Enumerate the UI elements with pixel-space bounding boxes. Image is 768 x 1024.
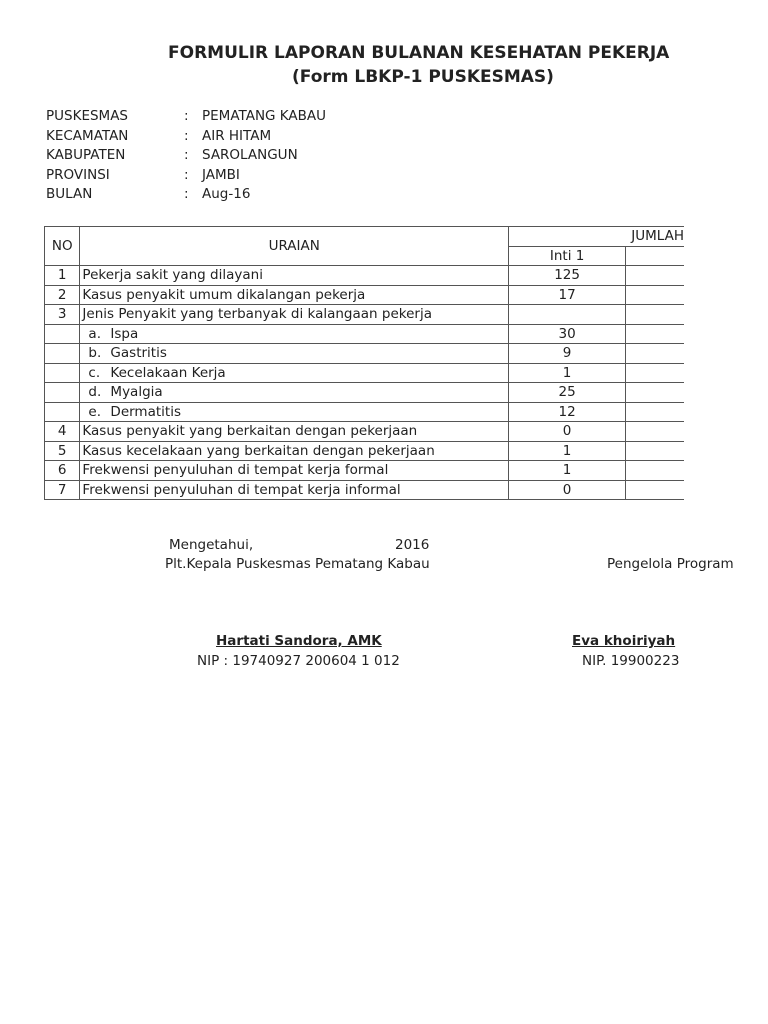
cell-no: 1 — [45, 266, 80, 286]
cell-inti: 25 — [509, 383, 626, 403]
info-row-kabupaten — [46, 147, 326, 167]
cell-blank — [626, 461, 684, 481]
cell-inti: 1 — [509, 363, 626, 383]
table-subrow — [45, 383, 685, 403]
info-label: PUSKESMAS — [46, 108, 128, 124]
sub-name: Ispa — [110, 325, 139, 342]
table-subrow — [45, 363, 685, 383]
header-jumlah — [509, 227, 684, 247]
table-row — [45, 441, 685, 461]
cell-uraian-sub — [80, 324, 509, 344]
header-inti: Inti 1 — [509, 246, 626, 266]
cell-inti — [509, 305, 626, 325]
cell-inti: 30 — [509, 324, 626, 344]
sub-letter: d. — [88, 384, 102, 401]
cell-no: 4 — [45, 422, 80, 442]
cell-inti: 0 — [509, 480, 626, 500]
info-label: PROVINSI — [46, 166, 110, 183]
info-row-puskesmas — [46, 108, 326, 128]
left-signer-role: Plt.Kepala Puskesmas Pematang Kabau — [165, 556, 430, 572]
mengetahui-label: Mengetahui, — [169, 537, 254, 553]
table-row — [45, 422, 685, 442]
cell-uraian: Frekwensi penyuluhan di tempat kerja formal — [80, 461, 509, 481]
cell-blank — [626, 363, 684, 383]
left-signer-nip: NIP : 19740927 200604 1 012 — [197, 653, 400, 669]
sub-name: Kecelakaan Kerja — [110, 364, 226, 381]
info-colon: : — [184, 166, 189, 183]
cell-blank — [626, 344, 684, 364]
cell-blank — [626, 480, 684, 500]
cell-no — [45, 383, 80, 403]
cell-no — [45, 344, 80, 364]
report-table — [44, 226, 684, 500]
sub-letter: e. — [88, 403, 102, 420]
table-row — [45, 285, 685, 305]
cell-uraian-sub — [80, 363, 509, 383]
sub-name: Dermatitis — [110, 403, 181, 420]
info-row-provinsi — [46, 167, 326, 187]
cell-uraian: Frekwensi penyuluhan di tempat kerja informal — [80, 480, 509, 500]
cell-no: 3 — [45, 305, 80, 325]
form-subtitle: (Form LBKP-1 PUSKESMAS) — [292, 67, 554, 87]
cell-no — [45, 402, 80, 422]
cell-blank — [626, 285, 684, 305]
sub-name: Myalgia — [110, 384, 163, 401]
cell-blank — [626, 266, 684, 286]
cell-uraian-sub — [80, 344, 509, 364]
sub-letter: b. — [88, 345, 102, 362]
info-row-kecamatan — [46, 128, 326, 148]
cell-no: 7 — [45, 480, 80, 500]
table-row — [45, 461, 685, 481]
cell-inti: 0 — [509, 422, 626, 442]
info-colon: : — [184, 186, 189, 203]
header-uraian: URAIAN — [80, 227, 509, 266]
table-header-row — [45, 227, 685, 247]
cell-uraian: Pekerja sakit yang dilayani — [80, 266, 509, 286]
cell-uraian: Kasus kecelakaan yang berkaitan dengan pekerjaan — [80, 441, 509, 461]
header-blank — [626, 246, 684, 266]
table-row — [45, 305, 685, 325]
info-label: KECAMATAN — [46, 127, 129, 144]
info-colon: : — [184, 147, 189, 164]
cell-inti: 9 — [509, 344, 626, 364]
table-subrow — [45, 324, 685, 344]
cell-no: 5 — [45, 441, 80, 461]
cell-blank — [626, 441, 684, 461]
header-jumlah-text: JUMLAH — [631, 228, 684, 245]
table-row — [45, 266, 685, 286]
cell-blank — [626, 324, 684, 344]
info-row-bulan — [46, 186, 326, 206]
cell-blank — [626, 402, 684, 422]
cell-uraian-sub — [80, 383, 509, 403]
cell-blank — [626, 383, 684, 403]
info-value: Aug-16 — [202, 186, 251, 203]
cell-inti: 1 — [509, 461, 626, 481]
form-title: FORMULIR LAPORAN BULANAN KESEHATAN PEKERJA — [168, 43, 670, 63]
cell-inti: 1 — [509, 441, 626, 461]
cell-uraian: Jenis Penyakit yang terbanyak di kalangaan pekerja — [80, 305, 509, 325]
table-subrow — [45, 402, 685, 422]
table-row — [45, 480, 685, 500]
cell-inti: 17 — [509, 285, 626, 305]
header-no: NO — [45, 227, 80, 266]
cell-no: 2 — [45, 285, 80, 305]
cell-no: 6 — [45, 461, 80, 481]
cell-blank — [626, 422, 684, 442]
right-signer-name: Eva khoiriyah — [572, 633, 676, 649]
info-block — [46, 108, 326, 206]
cell-uraian: Kasus penyakit umum dikalangan pekerja — [80, 285, 509, 305]
sub-letter: a. — [88, 325, 101, 342]
info-label: BULAN — [46, 186, 93, 203]
info-value: AIR HITAM — [202, 127, 272, 144]
info-value: JAMBI — [202, 166, 240, 183]
cell-uraian-sub — [80, 402, 509, 422]
cell-no — [45, 324, 80, 344]
info-colon: : — [184, 127, 189, 144]
table-subrow — [45, 344, 685, 364]
info-colon: : — [184, 108, 189, 124]
signature-year: 2016 — [395, 537, 430, 553]
info-label: KABUPATEN — [46, 147, 126, 164]
cell-inti: 12 — [509, 402, 626, 422]
left-signer-name: Hartati Sandora, AMK — [216, 633, 382, 649]
info-value: PEMATANG KABAU — [202, 108, 327, 124]
cell-blank — [626, 305, 684, 325]
right-signer-role: Pengelola Program — [607, 556, 734, 572]
sub-name: Gastritis — [110, 345, 167, 362]
info-value: SAROLANGUN — [202, 147, 298, 164]
cell-no — [45, 363, 80, 383]
right-signer-nip: NIP. 19900223 — [582, 653, 680, 669]
sub-letter: c. — [88, 364, 101, 381]
cell-uraian: Kasus penyakit yang berkaitan dengan pekerjaan — [80, 422, 509, 442]
cell-inti: 125 — [509, 266, 626, 286]
